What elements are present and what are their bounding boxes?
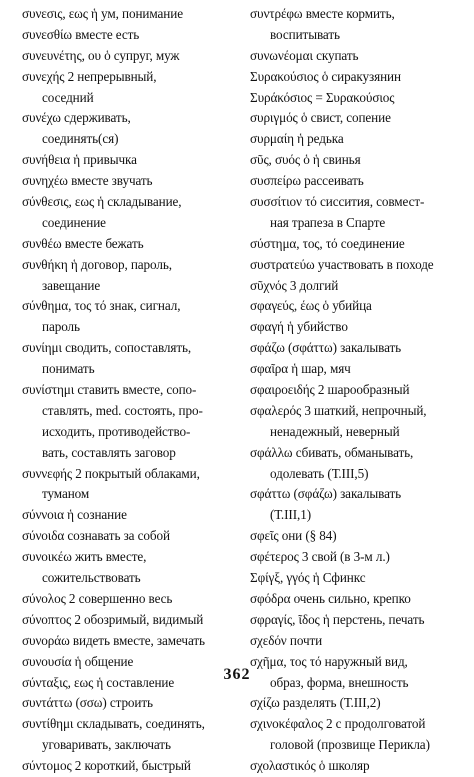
right-entry-line: Συρακούσιος ὁ сиракузянин [250, 68, 401, 84]
left-entry-line: σύνοιδα сознавать за собой [22, 528, 170, 544]
left-entry-line: συνοικέω жить вместе, [22, 549, 147, 565]
right-entry-line: ная трапеза в Спарте [270, 214, 386, 230]
left-entry-line: туманом [42, 486, 90, 502]
right-entry-line: συντρέφω вместе кормить, [250, 6, 395, 21]
left-entry-line: συνέχω сдерживать, [22, 110, 131, 126]
right-entry-line: головой (прозвище Перикла) [270, 737, 430, 753]
left-entry-line: вать, составлять заговор [42, 444, 176, 460]
left-entry-line: συνήθεια ἡ привычка [22, 152, 137, 168]
right-entry-line: σῦχνός 3 долгий [250, 277, 339, 293]
left-entry-line: соединение [42, 214, 106, 230]
left-entry-line: συνίημι сводить, сопоставлять, [22, 340, 192, 356]
right-entry-line: σχίζω разделять (Т.III,2) [250, 695, 381, 711]
right-entry-line: σῦς, συός ὁ ἡ свинья [250, 152, 361, 168]
right-entry-line: одолевать (Т.III,5) [270, 465, 369, 481]
left-entry-line: соединять(ся) [42, 131, 119, 147]
right-entry-line: συνωνέομαι скупать [250, 47, 359, 63]
right-entry-line: σχινοκέφαλος 2 с продолговатой [250, 716, 426, 732]
right-entry-line: Σφίγξ, γγός ἡ Сфинкс [250, 570, 366, 586]
right-entry-line: Συράκόσιος = Συρακούσιος [250, 89, 395, 105]
left-entry-line: συνεσις, εως ἡ ум, понимание [22, 6, 183, 21]
right-entry-line: σχεδόν почти [250, 632, 323, 648]
left-entry-line: συνουσία ἡ общение [22, 653, 134, 669]
left-entry-line: συνεσθίω вместе есть [22, 26, 140, 42]
left-entry-line: συντίθημι складывать, соединять, [22, 716, 205, 732]
right-entry-line: σχολαστικός ὁ школяр [250, 758, 370, 774]
right-entry-line: σφαγή ἡ убийство [250, 319, 348, 335]
right-entry-line: ненадежный, неверный [270, 423, 400, 439]
left-entry-line: σύνταξις, εως ἡ составление [22, 674, 175, 690]
right-entry-line: συσσίτιον τό сиссития, совмест- [250, 194, 425, 210]
left-entry-line: завещание [42, 277, 101, 293]
right-entry-line: σφαγεύς, έως ὁ убийца [250, 298, 372, 314]
left-entry-line: συντάττω (σσω) строить [22, 695, 153, 711]
left-entry-line: σύνολος 2 совершенно весь [22, 590, 173, 606]
right-entry-line: воспитывать [270, 26, 340, 42]
left-entry-line: понимать [42, 361, 95, 377]
left-entry-line: συνθήκη ἡ договор, пароль, [22, 256, 172, 272]
right-entry-line: σφάζω (σφάττω) закалывать [250, 340, 402, 356]
left-entry-line: σύντομος 2 короткий, быстрый [22, 758, 191, 774]
right-entry-line: σφαῖρα ἡ шар, мяч [250, 361, 351, 377]
right-entry-line: σύστημα, τος, τό соединение [250, 235, 405, 251]
right-entry-line: σφαιροειδής 2 шарообразный [250, 382, 410, 398]
left-entry-line: συννεφής 2 покрытый облаками, [22, 465, 200, 481]
right-entry-line: σφέτερος 3 свой (в 3-м л.) [250, 549, 390, 565]
left-column [22, 4, 244, 777]
left-entry-line: сожительствовать [42, 570, 141, 586]
left-entry-line: ставлять, med. состоять, про- [42, 402, 203, 418]
right-entry-line: σφόδρα очень сильно, крепко [250, 590, 411, 606]
right-entry-line: συσπείρω рассеивать [250, 173, 364, 189]
right-entry-line: σχῆμα, τος τό наружный вид, [250, 653, 408, 669]
left-entry-line: σύνθεσις, εως ἡ складывание, [22, 194, 182, 210]
right-entry-line: σφάλλω сбивать, обманывать, [250, 444, 414, 460]
page-number: 362 [223, 666, 251, 683]
left-entry-line: исходить, противодейство- [42, 423, 191, 439]
left-entry-line: συνεχής 2 непрерывный, [22, 68, 157, 84]
right-entry-line: συρμαίη ἡ редька [250, 131, 344, 147]
left-entry-line: συνθέω вместе бежать [22, 235, 144, 251]
left-entry-line: σύνθημα, τος τό знак, сигнал, [22, 298, 181, 314]
right-entry-line: σφεῖς они (§ 84) [250, 528, 337, 544]
left-entry-line: σύνοπτος 2 обозримый, видимый [22, 611, 204, 627]
right-entry-line: συριγμός ὁ свист, сопение [250, 110, 391, 126]
right-entry-line: σφάττω (σφάζω) закалывать [250, 486, 402, 502]
left-entry-line: συνηχέω вместе звучать [22, 173, 153, 189]
right-entry-line: σφραγίς, ῖδος ἡ перстень, печать [250, 611, 425, 627]
left-entry-line: уговаривать, заключать [42, 737, 171, 753]
left-entry-line: σύννοια ἡ сознание [22, 507, 127, 523]
left-entry-line: соседний [42, 89, 94, 105]
left-entry-line: συνευνέτης, ου ὁ супруг, муж [22, 47, 180, 63]
right-entry-line: образ, форма, внешность [270, 674, 409, 690]
right-entry-line: (Т.III,1) [270, 507, 311, 523]
left-entry-line: пароль [42, 319, 80, 335]
left-entry-line: συνίστημι ставить вместе, сопо- [22, 382, 197, 398]
right-column [250, 4, 470, 777]
right-entry-line: σφαλερός 3 шаткий, непрочный, [250, 402, 427, 418]
left-entry-line: συνοράω видеть вместе, замечать [22, 632, 205, 648]
right-entry-line: συστρατεύω участвовать в походе [250, 256, 434, 272]
